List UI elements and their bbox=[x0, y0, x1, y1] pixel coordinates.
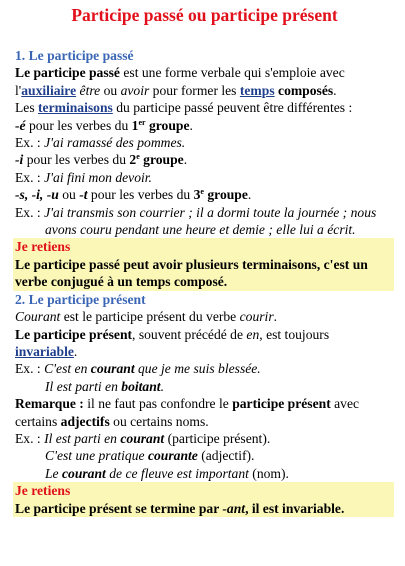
example-label: Ex. : bbox=[15, 204, 45, 220]
example-highlight: courant bbox=[90, 361, 135, 377]
example-highlight: boitant bbox=[121, 378, 161, 394]
example-text: pendant une heure et demie ; elle lui a bbox=[111, 222, 328, 238]
retiens-title: Je retiens bbox=[15, 239, 71, 255]
ending-i: -i bbox=[15, 152, 24, 168]
example-note: (participe présent). bbox=[164, 430, 271, 446]
section-1-heading: 1. Le participe passé bbox=[15, 48, 134, 63]
remarque-examples bbox=[15, 430, 394, 482]
word-avoir: avoir bbox=[120, 82, 150, 98]
group-number: 3 bbox=[193, 187, 201, 203]
example-text: mon devoir. bbox=[85, 169, 152, 185]
group-2-rule bbox=[15, 151, 394, 168]
ending-e: -é bbox=[15, 117, 26, 133]
retiens-text bbox=[15, 500, 394, 517]
text: , souvent précédé de bbox=[132, 326, 247, 342]
example-text: dormi bbox=[217, 204, 250, 220]
group-label bbox=[132, 118, 190, 133]
example-text: C'est en bbox=[44, 361, 91, 377]
example-note: (adjectif). bbox=[197, 448, 255, 464]
text: ou bbox=[58, 187, 80, 203]
group-3-example bbox=[15, 204, 394, 239]
group-1-example bbox=[15, 134, 394, 151]
word-etre: être bbox=[79, 82, 101, 98]
example-note: (nom). bbox=[248, 465, 289, 481]
example-label: Ex. : bbox=[15, 430, 45, 446]
retiens-text: Le participe passé peut avoir plusieurs terminaisons, c'est un verbe conjugué à un temps composé. bbox=[15, 256, 368, 290]
group-label bbox=[194, 187, 248, 202]
text: il ne faut pas confondre le bbox=[83, 396, 233, 412]
example-text: . bbox=[160, 378, 164, 394]
example-text: des pommes. bbox=[112, 135, 186, 151]
example-text: J'ai ramassé bbox=[44, 135, 113, 151]
text: , il est invariable. bbox=[245, 500, 345, 516]
terminaisons-intro bbox=[15, 99, 394, 116]
text: . bbox=[189, 117, 193, 133]
term-participe-present: participe présent bbox=[232, 396, 331, 412]
example-label: Ex. : bbox=[15, 135, 45, 151]
text: pour former les bbox=[149, 82, 240, 98]
group-1-rule bbox=[15, 117, 394, 134]
participe-present-rule bbox=[15, 326, 394, 361]
text: . bbox=[183, 152, 188, 168]
example-text: son courrier ; il a bbox=[113, 204, 218, 220]
word-courir: courir bbox=[239, 309, 274, 325]
endings-s-i-u: -s, -i, -u bbox=[15, 187, 59, 203]
example-text: J'ai transmis bbox=[44, 204, 114, 220]
ordinal-suffix: e bbox=[200, 187, 204, 197]
group-2-example bbox=[15, 169, 394, 186]
text: pour les verbes du bbox=[87, 187, 194, 203]
keyword-temps: temps bbox=[239, 82, 275, 98]
text: ou certains noms. bbox=[109, 413, 209, 429]
example-text: écrit bbox=[327, 222, 353, 238]
word-en: en bbox=[246, 326, 260, 342]
group-3-rule bbox=[15, 186, 394, 203]
text: est une forme verbale qui s'emploie avec l' bbox=[15, 65, 345, 98]
ending-ant: -ant bbox=[222, 500, 246, 516]
text: . bbox=[73, 343, 78, 359]
example-text: de ce fleuve est important bbox=[105, 465, 249, 481]
example-text: J'ai fini bbox=[44, 169, 86, 185]
example-text: Il est parti en bbox=[44, 430, 121, 446]
retiens-box-2 bbox=[13, 482, 394, 517]
example-text: . bbox=[352, 222, 356, 238]
example-text: Il est parti en bbox=[45, 378, 122, 394]
present-examples bbox=[15, 360, 394, 395]
remarque-label: Remarque : bbox=[15, 396, 84, 412]
ordinal-suffix: er bbox=[138, 117, 146, 127]
retiens-box-1 bbox=[13, 238, 394, 290]
courant-definition bbox=[15, 308, 394, 325]
group-number: 2 bbox=[129, 152, 137, 168]
ending-t: -t bbox=[79, 187, 88, 203]
text: pour les verbes du bbox=[23, 152, 130, 168]
example-text: que je me suis blessée. bbox=[134, 361, 261, 377]
text: , est toujours bbox=[259, 326, 330, 342]
retiens-title: Je retiens bbox=[15, 483, 71, 499]
example-label: Ex. : bbox=[15, 361, 45, 377]
keyword-auxiliaire: auxiliaire bbox=[21, 82, 77, 98]
term-participe-passe: Le participe passé bbox=[15, 65, 120, 81]
text: est le participe présent du verbe bbox=[60, 309, 240, 325]
word-courant: Courant bbox=[15, 309, 61, 325]
group-number: 1 bbox=[131, 117, 139, 133]
text: . bbox=[333, 82, 337, 98]
word-composes: composés bbox=[278, 82, 334, 98]
text: Le participe présent se termine par bbox=[15, 500, 223, 516]
example-text: toute la journée ; bbox=[249, 204, 348, 220]
text: Les bbox=[15, 100, 39, 116]
text: avec certains bbox=[15, 396, 360, 429]
example-text: C'est une pratique bbox=[45, 448, 148, 464]
example-text: Le bbox=[45, 465, 62, 481]
text: . bbox=[247, 187, 252, 203]
example-highlight: courant bbox=[120, 430, 165, 446]
example-highlight: courant bbox=[62, 465, 106, 481]
keyword-terminaisons: terminaisons bbox=[38, 100, 113, 116]
example-text: nous avons couru bbox=[45, 204, 377, 238]
text: . bbox=[273, 309, 278, 325]
remarque bbox=[15, 395, 394, 430]
text: ou bbox=[100, 82, 121, 98]
example-highlight: courante bbox=[147, 448, 198, 464]
group-label bbox=[129, 152, 183, 167]
example-label: Ex. : bbox=[15, 169, 45, 185]
page-title: Participe passé ou participe présent bbox=[71, 5, 338, 25]
definition-participe-passe bbox=[15, 64, 394, 99]
group-word: groupe bbox=[145, 117, 190, 133]
word-adjectifs: adjectifs bbox=[60, 413, 110, 429]
keyword-invariable: invariable bbox=[15, 343, 74, 359]
text: du participe passé peuvent être différentes : bbox=[112, 100, 353, 116]
text: pour les verbes du bbox=[25, 117, 132, 133]
group-word: groupe bbox=[139, 152, 184, 168]
section-2-heading: 2. Le participe présent bbox=[15, 291, 146, 307]
ordinal-suffix: e bbox=[136, 152, 140, 162]
group-word: groupe bbox=[203, 187, 248, 203]
term-participe-present: Le participe présent bbox=[15, 326, 133, 342]
